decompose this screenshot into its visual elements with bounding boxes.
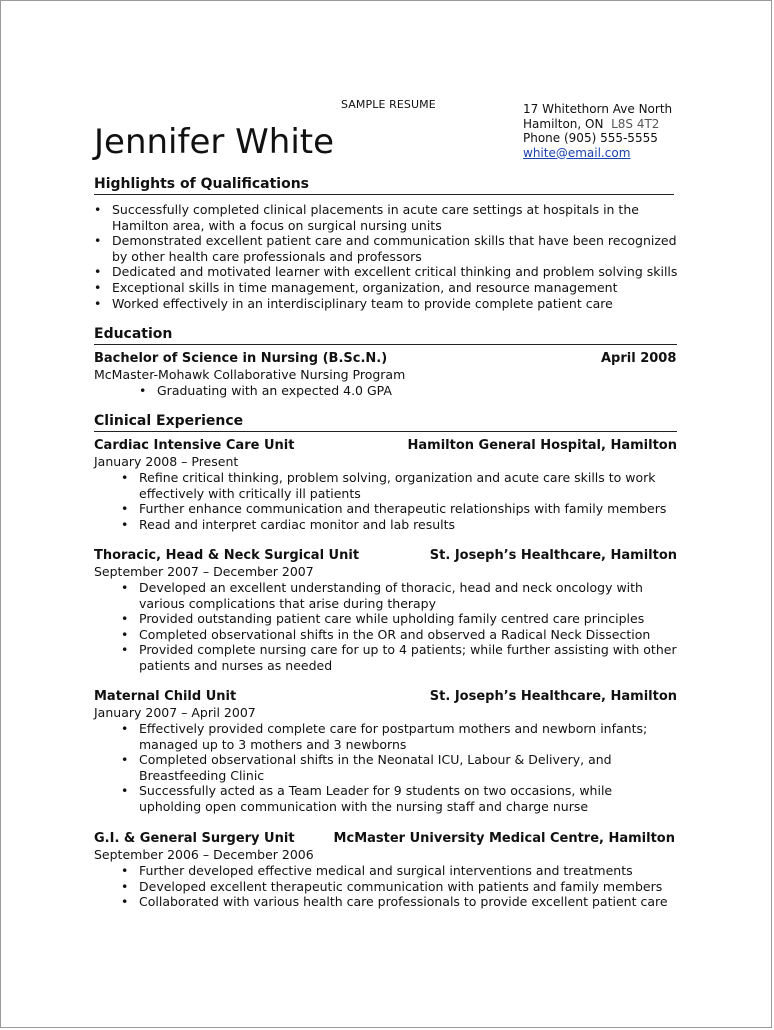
city-line: [523, 117, 672, 132]
list-item: • Completed observational shifts in the Neonatal ICU, Labour & Delivery, and Breastfeeding Clinic: [121, 752, 676, 783]
job-unit: Maternal Child Unit: [94, 689, 237, 704]
program-name: McMaster-Mohawk Collaborative Nursing Program: [94, 367, 406, 382]
list-item: • Worked effectively in an interdisciplinary team to provide complete patient care: [94, 296, 684, 312]
list-item: • Refine critical thinking, problem solving, organization and acute care skills to work effectively with critically ill patients: [121, 470, 671, 501]
list-item: • Collaborated with various health care professionals to provide excellent patient care: [121, 894, 701, 910]
phone: Phone (905) 555-5555: [523, 131, 658, 145]
contact-block: [523, 102, 672, 160]
section-clinical-heading: [94, 413, 677, 432]
list-item: • Provided outstanding patient care while upholding family centred care principles: [121, 611, 686, 627]
postal-code: L8S 4T2: [611, 116, 660, 131]
list-item: • Dedicated and motivated learner with excellent critical thinking and problem solving skills: [94, 264, 684, 280]
job-duties: [121, 470, 671, 532]
education-list: [139, 383, 539, 399]
list-item: • Successfully acted as a Team Leader for 9 students on two occasions, while upholding open communication with the nursing staff and charge nurse: [121, 783, 676, 814]
list-item: • Developed excellent therapeutic communication with patients and family members: [121, 879, 701, 895]
job-unit: Cardiac Intensive Care Unit: [94, 438, 295, 453]
job-place: St. Joseph’s Healthcare, Hamilton: [429, 548, 677, 563]
job-dates: September 2006 – December 2006: [94, 847, 314, 862]
list-item: • Graduating with an expected 4.0 GPA: [139, 383, 539, 399]
list-item: • Exceptional skills in time management, organization, and resource management: [94, 280, 684, 296]
address-line: 17 Whitethorn Ave North: [523, 102, 673, 116]
highlights-list: [94, 202, 684, 311]
job-duties: [121, 863, 701, 910]
candidate-name: Jennifer White: [94, 122, 335, 162]
email-link[interactable]: white@email.com: [523, 145, 631, 160]
clinical-title: Clinical Experience: [94, 413, 244, 429]
job-unit: Thoracic, Head & Neck Surgical Unit: [94, 548, 360, 563]
list-item: • Effectively provided complete care for postpartum mothers and newborn infants; managed up to 3 mothers and 3 newborns: [121, 721, 676, 752]
job-unit: G.I. & General Surgery Unit: [94, 831, 295, 846]
section-education-heading: [94, 326, 677, 345]
job-place: St. Joseph’s Healthcare, Hamilton: [429, 689, 677, 704]
job-place: McMaster University Medical Centre, Hamilton: [333, 831, 675, 846]
education-title: Education: [94, 326, 173, 342]
list-item: • Provided complete nursing care for up to 4 patients; while further assisting with other patients and nurses as needed: [121, 642, 686, 673]
list-item: • Read and interpret cardiac monitor and lab results: [121, 517, 671, 533]
degree-date: April 2008: [601, 351, 677, 366]
highlights-title: Highlights of Qualifications: [94, 176, 310, 192]
list-item: • Further enhance communication and therapeutic relationships with family members: [121, 501, 671, 517]
list-item: • Developed an excellent understanding of thoracic, head and neck oncology with various complications that arise during therapy: [121, 580, 686, 611]
job-dates: September 2007 – December 2007: [94, 564, 314, 579]
job-duties: [121, 580, 686, 674]
sample-label: SAMPLE RESUME: [341, 98, 436, 111]
list-item: • Successfully completed clinical placements in acute care settings at hospitals in the Hamilton area, with a focus on surgical nursing units: [94, 202, 684, 233]
section-highlights-heading: [94, 176, 674, 195]
list-item: • Demonstrated excellent patient care and communication skills that have been recognized by other health care professionals and professors: [94, 233, 684, 264]
job-duties: [121, 721, 676, 815]
job-dates: January 2008 – Present: [94, 454, 239, 469]
list-item: • Further developed effective medical and surgical interventions and treatments: [121, 863, 701, 879]
job-dates: January 2007 – April 2007: [94, 705, 256, 720]
degree-title: Bachelor of Science in Nursing (B.Sc.N.): [94, 351, 388, 366]
list-item: • Completed observational shifts in the OR and observed a Radical Neck Dissection: [121, 627, 686, 643]
city: Hamilton, ON: [523, 116, 604, 131]
job-place: Hamilton General Hospital, Hamilton: [407, 438, 677, 453]
